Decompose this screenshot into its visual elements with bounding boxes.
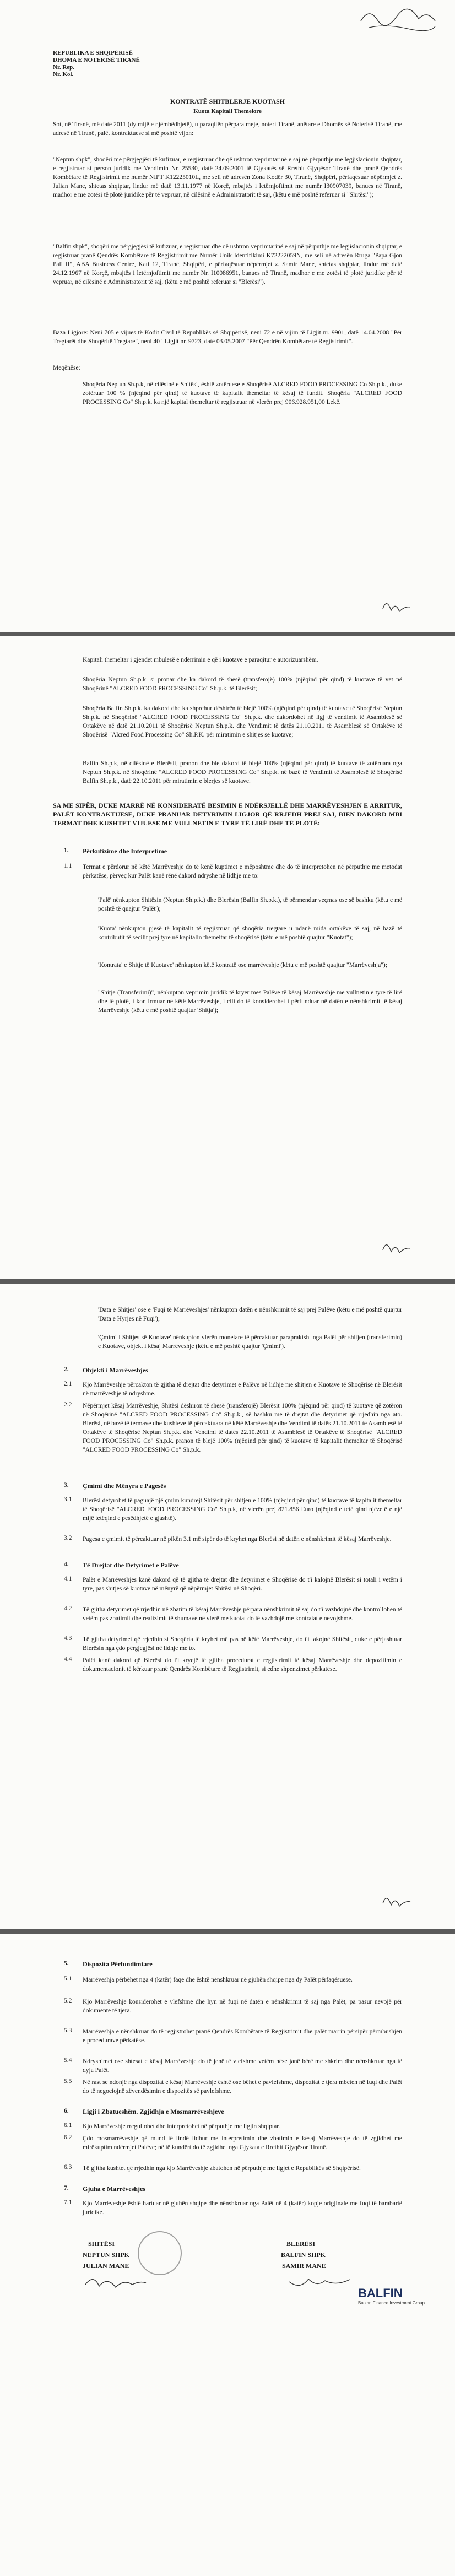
seller-signature <box>83 2271 149 2293</box>
section-3-title: Çmimi dhe Mënyra e Pagesës <box>83 1482 166 1490</box>
clause-number-5-2: 5.2 <box>64 1998 72 2004</box>
definition-kuota: 'Kuota' nënkupton pjesë të kapitalit të regjistruar që shoqëria tregtare u ndanë mida ortakëve të saj, në bazë të kontributit të secilit prej tyre në kapitalin themeltar të shoqërisë (këtu e më poshtë quajtur "Kuotat"); <box>98 926 402 941</box>
seller-stamp <box>138 2231 182 2275</box>
document-page-2 <box>0 636 455 1279</box>
section-number-5: 5. <box>64 1960 69 1967</box>
agreement-clause: SA ME SIPËR, DUKE MARRË NË KONSIDERATË BESIMIN E NDËRSJELLË DHE MARRËVESHJEN E ARRITUR, PALËT KONTRAKTUESE, DUKE PRANUAR DETYRIMIN LIGJOR QË RRJEDH PREJ SAJ, BIEN DAKORD MBI TERMAT DHE KUSHTET VIJUESE ME VULLNETIN E TYRE TË LIRË DHE TË PLOTË: <box>53 802 402 827</box>
whereas-cont-1: Kapitali themeltar i gjendet mbulesë e ndërrimin e që i kuotave e paraqitur e autorizuarshëm. <box>83 657 318 663</box>
clause-6-2: Çdo mosmarrëveshje që mund të lindë lidhur me interpretimin dhe zbatimin e kësaj Marrëveshje do të zgjidhet me mirëkuptim ndërmjet Palëve; në të kundërt do të zgjidhet nga Gjykata e Rrethit Gjyqësor Tiranë. <box>83 2135 402 2151</box>
clause-number-1-1: 1.1 <box>64 863 72 869</box>
clause-number-4-1: 4.1 <box>64 1576 72 1582</box>
section-number-7: 7. <box>64 2185 69 2191</box>
definition-data-shitjes: 'Data e Shitjes' ose e 'Fuqi të Marrëveshjes' nënkupton datën e nënshkrimit të saj prej Palëve (këtu e më poshtë quajtur 'Data e Hyrjes në Fuqi'); <box>98 1307 402 1322</box>
clause-3-1: Blerësi detyrohet të paguajë një çmim kundrejt Shitësit për shitjen e 100% (njëqind për qind) të kuotave të kapitalit themeltar të Shoqërisë "ALCRED FOOD PROCESSING Co" Sh.p.k, në vlerën prej 821.856 Euro (njëqind e tetë qind njëzetë e një mijë tetëqind e pesëdhjetë e gjashtë). <box>83 1497 402 1522</box>
party-seller-paragraph: "Neptun shpk", shoqëri me përgjegjësi të kufizuar, e regjistruar dhe që ushtron veprimtarinë e saj në përputhje me legjislacionin shqiptar, e regjistruar si person juridik me Vendimin Nr. 25530, datë 24.09.2001 të Gjykatës së Rrethit Gjyqësor Tiranë dhe pranë Qendrës Kombëtare të Regjistrimit me numër NIPT K12225010L, me seli në adresën Zona Kodër 30, Tiranë, Shqipëri, përfaqësuar nëpërmjet z. Julian Mane, shtetas shqiptar, lindur më datë 13.11.1977 në Korçë, mbajtës i letërnjoftimit me numër I30907039, banues në Tiranë, madhor e me zotësi të plotë juridike për të vepruar, në cilësinë e Administratorit të saj, (këtu e më poshtë referuar si "Shitësi"); <box>53 156 402 198</box>
section-number-3: 3. <box>64 1482 69 1489</box>
header-line-2: DHOMA E NOTERISË TIRANË <box>53 57 140 63</box>
clause-number-5-1: 5.1 <box>64 1976 72 1982</box>
section-7-title: Gjuha e Marrëveshjes <box>83 2185 145 2193</box>
initials-signature <box>380 1890 413 1912</box>
clause-number-5-4: 5.4 <box>64 2057 72 2064</box>
clause-5-5: Në rast se ndonjë nga dispozitat e kësaj Marrëveshje është ose bëhet e pavlefshme, dispozitat e tjera mbeten në fuqi dhe Palët do të negociojnë zëvendësimin e dispozitës së pavlefshme. <box>83 2079 402 2095</box>
definition-pale: 'Palë' nënkupton Shitësin (Neptun Sh.p.k.) dhe Blerësin (Balfin Sh.p.k.), të përmendur veçmas ose së bashku (këtu e më poshtë të quajtur 'Palët'); <box>98 897 402 912</box>
clause-number-5-5: 5.5 <box>64 2078 72 2085</box>
initials-signature <box>380 595 413 617</box>
balfin-logo-subtext: Balkan Finance Investment Group <box>358 2301 425 2306</box>
whereas-item-1: Shoqëria Neptun Sh.p.k, në cilësinë e Shitësi, është zotëruese e Shoqërisë ALCRED FOOD PROCESSING Co Sh.p.k., duke zotëruar 100 % (njëqind për qind) të kuotave të kapitalit themeltar të kësaj të fundit. Shoqëria "ALCRED FOOD PROCESSING Co" Sh.p.k. ka një kapital themeltar të regjistruar në vlerën prej 906.928.951,00 Lekë. <box>83 381 402 405</box>
clause-number-3-1: 3.1 <box>64 1496 72 1503</box>
section-2-title: Objekti i Marrëveshjes <box>83 1366 148 1374</box>
clause-4-1: Palët e Marrëveshjes kanë dakord që të gjitha të drejtat dhe detyrimet e Shoqërisë do t'i kalojnë Blerësit si totali i vetëm i tyre, pas shitjes së kuotave në mënyrë që nëpërmjet Shitësi në Shoqëri. <box>83 1577 402 1592</box>
clause-number-6-1: 6.1 <box>64 2122 72 2129</box>
definition-kontrata: 'Kontrata' e Shitje të Kuotave' nënkupton këtë kontratë ose marrëveshje (këtu e më poshtë quajtur "Marrëveshja"); <box>98 962 387 968</box>
header-line-3: Nr. Rep. <box>53 64 75 71</box>
buyer-person: SAMIR MANE <box>282 2262 326 2270</box>
clause-number-6-2: 6.2 <box>64 2134 72 2141</box>
buyer-label: BLERËSI <box>286 2240 316 2248</box>
clause-number-3-2: 3.2 <box>64 1535 72 1541</box>
document-page-4 <box>0 1934 455 2576</box>
header-line-1: REPUBLIKA E SHQIPËRISË <box>53 50 133 56</box>
party-buyer-paragraph: "Balfin shpk", shoqëri me përgjegjësi të kufizuar, e regjistruar dhe që ushtron veprimtarinë e saj në përputhje me legjislacionin shqiptar, e regjistruar pranë Qendrës Kombëtare të Regjistrimit me Numër Unik Identifikimi K72222059N, me seli në adresën Rruga "Papa Gjon Pali II", ABA Business Centre, Kati 12, Tiranë, Shqipëri, e përfaqësuar nëpërmjet z. Samir Mane, shtetas shqiptar, lindur më datë 24.12.1967 në Korçë, mbajtës i letërnjoftimit me numër Nr. I10086951, banues në Tiranë, madhor e me zotësi të plotë juridike për të vepruar, në cilësinë e Administratorit të saj, (këtu e më poshtë referuar si "Blerësi"). <box>53 243 402 285</box>
legal-basis-paragraph: Baza Ligjore: Neni 705 e vijues të Kodit Civil të Republikës së Shqipërisë, neni 72 e në vijim të Ligjit nr. 9901, datë 14.04.2008 "Për Tregtarët dhe Shoqëritë Tregtare", neni 40 i Ligjit nr. 9723, datë 03.05.2007 "Për Qendrën Kombëtare të Regjistrimit". <box>53 329 402 345</box>
whereas-item-2: Shoqëria Neptun Sh.p.k. si pronar dhe ka dakord të shesë (transferojë) 100% (njëqind për qind) të kuotave të vet në Shoqërinë "ALCRED FOOD PROCESSING Co" Sh.p.k. të Blerësit; <box>83 677 402 692</box>
document-page-3 <box>0 1284 455 1929</box>
definition-cmimi: 'Çmimi i Shitjes së Kuotave' nënkupton vlerën monetare të përcaktuar paraprakisht nga Palët për shitjen (transferimin) e Kuotave, objekt i kësaj Marrëveshje (këtu e më poshtë quajtur 'Çmimi'). <box>98 1334 402 1350</box>
initials-signature <box>380 1236 413 1258</box>
notary-header <box>53 50 140 78</box>
clause-number-4-2: 4.2 <box>64 1605 72 1612</box>
section-5-title: Dispozita Përfundimtare <box>83 1960 153 1968</box>
clause-number-6-3: 6.3 <box>64 2164 72 2171</box>
whereas-item-4: Balfin Sh.p.k, në cilësinë e Blerësit, pranon dhe bie dakord të blejë 100% (njëqind për qind) të kuotave të zotëruara nga Neptun Sh.p.k. në Shoqërinë "ALCRED FOOD PROCESSING Co" Sh.p.k. në bazë të Vendimit të Asamblesë të Shoqërisë Balfin Sh.p.k., datë 22.10.2011 për miratimin e blerjes së kuotave. <box>83 760 402 784</box>
section-number-1: 1. <box>64 847 69 854</box>
seller-person: JULIAN MANE <box>83 2262 129 2270</box>
definition-shitje: "Shitje (Transferimi)", nënkupton veprimin juridik të kryer mes Palëve të kësaj Marrëveshje me vullnetin e tyre të lirë dhe të plotë, i konfirmuar në këtë Marrëveshje, i cili do të konsiderohet i përfunduar në datën e nënshkrimit të kësaj Marrëveshje (këtu e më poshtë quajtur 'Shitja'); <box>98 989 402 1014</box>
section-number-6: 6. <box>64 2108 69 2114</box>
document-title: KONTRATË SHITBLERJE KUOTASH <box>170 98 285 105</box>
handwritten-note-top <box>358 4 441 32</box>
clause-4-4: Palët kanë dakord që Blerësi do t'i kryejë të gjitha procedurat e regjistrimit të kësaj Marrëveshje dhe depozitimin e dokumentacionit të kërkuar pranë Qendrës Kombëtare të Regjistrimit, si edhe shpenzimet përkatëse. <box>83 1657 402 1673</box>
section-number-2: 2. <box>64 1366 69 1373</box>
clause-4-3: Të gjitha detyrimet që rrjedhin si Shoqëria të kryhet më pas në këtë Marrëveshje, do t'i takojnë Shitësit, duke e përjashtuar Blerësin nga çdo përgjegjësi në lidhje me to. <box>83 1636 402 1652</box>
clause-5-4: Ndryshimet ose shtesat e kësaj Marrëveshje do të jenë të vlefshme vetëm nëse janë bërë me shkrim dhe nënshkruar nga të dyja Palët. <box>83 2058 402 2074</box>
clause-4-2: Të gjitha detyrimet që rrjedhin në zbatim të kësaj Marrëveshje përpara nënshkrimit të saj do t'i vazhdojnë dhe kontrollohen të vetëm pas zbatimit dhe realizimit të shumave në vlerë me kuotat do të vazhdojë me kontratat e nevojshme. <box>83 1606 402 1622</box>
intro-paragraph: Sot, në Tiranë, më datë 2011 (dy mijë e njëmbëdhjetë), u paraqitën përpara meje, noteri Tiranë, anëtare e Dhomës së Noterisë Tiranë, me adresë në Tiranë, palët kontraktuese si më poshtë vijon: <box>53 121 402 137</box>
section-6-title: Ligji i Zbatueshëm. Zgjidhja e Mosmarrëveshjeve <box>83 2108 224 2115</box>
section-number-4: 4. <box>64 1561 69 1568</box>
buyer-company: BALFIN SHPK <box>281 2251 326 2259</box>
clause-number-7-1: 7.1 <box>64 2199 72 2206</box>
section-4-title: Të Drejtat dhe Detyrimet e Palëve <box>83 1561 179 1569</box>
clause-6-1: Kjo Marrëveshje rregullohet dhe interpretohet në përputhje me ligjin shqiptar. <box>83 2123 280 2130</box>
clause-2-1: Kjo Marrëveshje përcakton të gjitha të drejtat dhe detyrimet e Palëve në lidhje me shitjen e Kuotave të Shoqërisë në Blerësit në marrëveshje të ndryshme. <box>83 1382 402 1397</box>
balfin-logo: BALFIN <box>358 2286 403 2300</box>
clause-7-1: Kjo Marrëveshje është hartuar në gjuhën shqipe dhe nënshkruar nga Palët në 4 (katër) kopje origjinale me fuqi të barabartë juridike. <box>83 2200 402 2216</box>
header-line-4: Nr. Kol. <box>53 71 74 78</box>
seller-label: SHITËSI <box>88 2240 115 2248</box>
document-subtitle: Kuota Kapitali Themelore <box>193 108 262 115</box>
clause-1-1: Termat e përdorur në këtë Marrëveshje do të kenë kuptimet e mëposhtme dhe do të interpretohen në përputhje me metodat përkatëse, përveç kur Palët kanë rënë dakord ndryshe në lidhje me to: <box>83 864 402 879</box>
buyer-signature <box>286 2271 353 2293</box>
clause-number-2-1: 2.1 <box>64 1381 72 1387</box>
clause-number-5-3: 5.3 <box>64 2027 72 2034</box>
seller-company: NEPTUN SHPK <box>83 2251 130 2259</box>
clause-number-4-3: 4.3 <box>64 1635 72 1642</box>
clause-5-2: Kjo Marrëveshje konsiderohet e vlefshme dhe hyn në fuqi në datën e nënshkrimit të saj nga Palët, pa pasur nevojë për dokumente të tjera. <box>83 1999 402 2014</box>
clause-2-2: Nëpërmjet kësaj Marrëveshje, Shitësi dëshiron të shesë (transferojë) Blerësit 100% (njëqind për qind) të kuotave që zotëron në Shoqërinë "ALCRED FOOD PROCESSING Co" Sh.p.k., së bashku me të drejtat dhe detyrimet që rrjedhin nga ato. Blerësi, në bazë të termave dhe kushteve të përcaktuara në këtë Marrëveshje dhe Vendimi të datës 21.10.2011 të Asamblesë të Ortakëve të Shoqërisë Neptun Sh.p.k. dhe Vendimi të datës 22.10.2011 të Asamblesë të Ortakëve të Shoqërisë "ALCRED FOOD PROCESSING Co" Sh.p.k. pranon të blejë 100% (njëqind për qind) të kuotave të kapitalit themeltar të Shoqërisë "ALCRED FOOD PROCESSING Co" Sh.p.k. <box>83 1403 402 1453</box>
clause-number-2-2: 2.2 <box>64 1401 72 1408</box>
clause-5-3: Marrëveshja e nënshkruar do të regjistrohet pranë Qendrës Kombëtare të Regjistrimit dhe palët marrin përsipër përmbushjen e procedurave përkatëse. <box>83 2028 402 2044</box>
document-page-1 <box>0 0 455 632</box>
clause-5-1: Marrëveshja përbëhet nga 4 (katër) faqe dhe është nënshkruar në gjuhën shqipe nga dy Palët përfaqësuese. <box>83 1977 353 1983</box>
clause-6-3: Të gjitha kushtet që rrjedhin nga kjo Marrëveshje zbatohen në përputhje me ligjet e Republikës së Shqipërisë. <box>83 2165 361 2172</box>
clause-3-2: Pagesa e çmimit të përcaktuar në pikën 3.1 më sipër do të kryhet nga Blerësi në datën e nënshkrimit të kësaj Marrëveshje. <box>83 1536 392 1543</box>
whereas-item-3: Shoqëria Balfin Sh.p.k. ka dakord dhe ka shprehur dëshirën të blejë 100% (njëqind për qind) të kuotave të Shoqërisë Neptun Sh.p.k. në Shoqërinë "ALCRED FOOD PROCESSING Co" Sh.p.k. dhe dakordohet në ligj të vendimit të Asamblesë së Ortakëve në datë 21.10.2011 të Shoqërisë Neptun Sh.p.k. dhe Vendimit të datës 21.10.2011 të Asamblesë së Ortakëve të Shoqërisë "Alcred Food Processing Co" Sh.P.K. për miratimin e shitjes së kuotave; <box>83 705 402 738</box>
whereas-label: Meqënëse: <box>53 365 80 371</box>
section-1-title: Përkufizime dhe Interpretime <box>83 847 167 855</box>
clause-number-4-4: 4.4 <box>64 1656 72 1663</box>
